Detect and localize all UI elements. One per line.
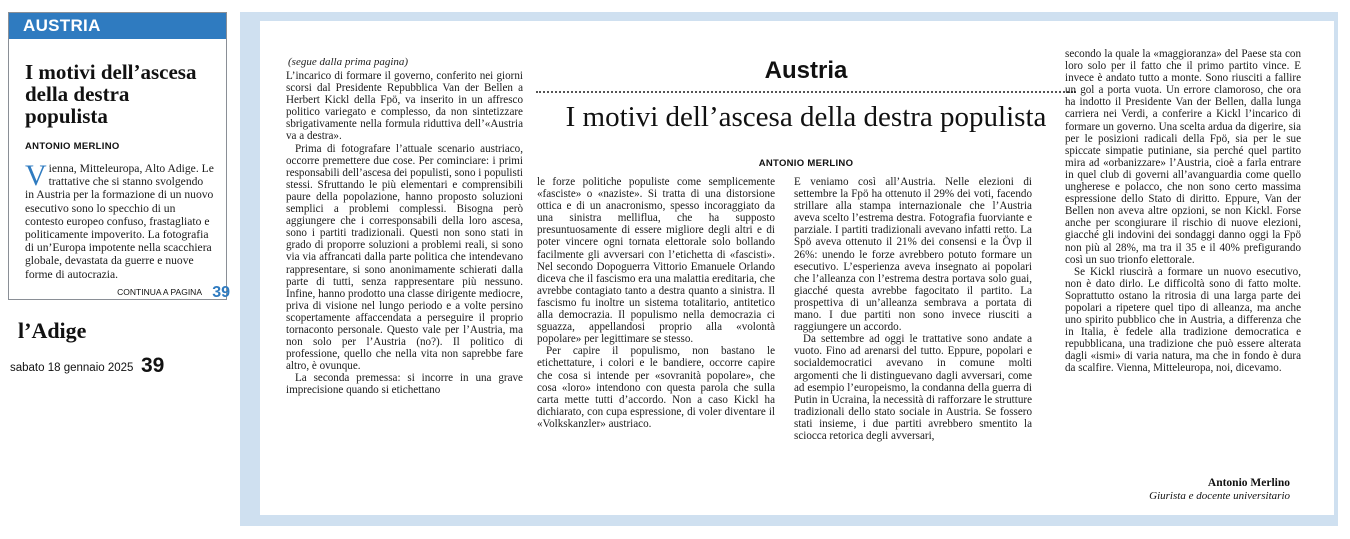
article-kicker: Austria (764, 57, 848, 84)
teaser-headline[interactable]: I motivi dell’ascesa della destra populista (25, 60, 197, 128)
page-number: 39 (141, 354, 165, 377)
dotted-divider (536, 91, 1076, 93)
author-signature (1149, 477, 1290, 503)
front-page-teaser[interactable] (8, 12, 230, 301)
paragraph: L’incarico di formare il governo, conferito nei giorni scorsi dal Presidente Repubblica Van der Bellen a Herbert Kickl della Fpö, va inserito in un affresco politico variegato e complesso, da non sintetizzare sbrigativamente nella formula riduttiva dell’«Austria va a destra». (286, 70, 523, 143)
paragraph: E veniamo così all’Austria. Nelle elezioni di settembre la Fpö ha ottenuto il 29% dei voti, facendo strillare alla stampa internazionale che l’Austria aveva scelto l’estrema destra. Fotografia fuorviante e parziale. I partiti tradizionali avevano infatti retto. La Spö aveva ottenuto il 21% dei consensi e la Övp il 26%: unendo le forze avrebbero potuto formare un esecutivo. L’esperienza aveva insegnato ai popolari che l’alleanza con l’estrema destra portava solo guai, giacché questa avrebbe fagocitato il partito. La prospettiva di un’alleanza sembrava a portata di mano. I due partiti non sono invece riusciti a raggiungere un accordo. (794, 176, 1032, 334)
article-column-2 (537, 176, 775, 430)
section-label: AUSTRIA (9, 13, 226, 39)
paragraph: le forze politiche populiste come semplicemente «fasciste» o «naziste». Si tratta di una distorsione ottica e di un anacronismo, spesso incoraggiato da una sinistra melliflua, che ha supposto presuntuosamente di essere migliore degli altri e di poter vincere ogni tornata elettorale solo bollando facilmente gli avversari con l’etichetta di «fascisti». Nel secondo Dopoguerra Vittorio Emanuele Orlando diceva che il fascismo era una malattia ereditaria, che avrebbe contagiato tanto a destra quanto a sinistra. Il fascismo fu inoltre un sistema totalitario, antitetico alla democrazia. Il populismo nella democrazia ci sguazza, appellandosi proprio alla «volontà popolare» per legittimare se stesso. (537, 176, 775, 346)
article-column-4 (1065, 48, 1301, 375)
paragraph: secondo la quale la «maggioranza» del Paese sta con loro solo per il fatto che il primo partito vince. E invece è andato tutto a monte. Sono riusciti a fallire un gol a porta vuota. Un errore clamoroso, che ora ha indotto il Presidente Van der Bellen, dalla lunga carriera nei Verdi, a conferire a Kickl l’incarico di formare un governo. Una scelta ardua da digerire, sia per le posizioni radicali della Fpö, sia per le sue spiccate simpatie putiniane, sia perché quel partito mira ad «orbanizzare» l’Austria, cioè a farla entrare in quel club di governi all’avanguardia come quello ungherese e polacco, che non sono certo massima espressione dello Stato di diritto. Eppure, Van der Bellen non aveva altre opzioni, se non Kickl. Forse anche per scongiurare il rischio di nuove elezioni, giacché gli indovini dei sondaggi danno oggi la Fpö non più al 28%, ma tra il 35 e il 40% prefigurando così un suo trionfo elettorale. (1065, 48, 1301, 266)
paragraph: Se Kickl riuscirà a formare un nuovo esecutivo, non è dato dirlo. Le difficoltà sono di fatto molte. Soprattutto ostano la ritrosia di una larga parte dei popolari a ripetere quel tipo di alleanza, ma anche uno spirito pubblico che in Austria, a differenza che in Italia, è fedele alla tradizione democratica e repubblicana, una tradizione che può essere alterata dagli «ismi» di varia natura, ma che in fondo è dura da scalfire. Vienna, Mitteleuropa, noi, dicevamo. (1065, 265, 1301, 375)
teaser-text: ienna, Mitteleuropa, Alto Adige. Le trattative che si stanno svolgendo in Austria per la formazione di un nuovo esecutivo sono lo specchio di un contesto europeo confuso, frastagliato e politicamente impoverito. La fotografia di un’Europa impotente nella scacchiera globale, devastata da guerre e nuove forme di autocrazia. (25, 162, 214, 281)
signature-role: Giurista e docente universitario (1149, 490, 1290, 502)
continued-note: (segue dalla prima pagina) (288, 56, 409, 68)
newspaper-logo: l’Adige (18, 318, 87, 343)
teaser-body (25, 159, 214, 281)
article-headline: I motivi dell’ascesa della destra populista (565, 101, 1047, 133)
publication-date: sabato 18 gennaio 2025 (10, 362, 134, 374)
signature-name: Antonio Merlino (1207, 477, 1290, 489)
paragraph: Per capire il populismo, non bastano le etichettature, i colori e le bandiere, occorre capire che cosa si intende per «sovranità popolare», che cosa «loro» intendono con questa parola che sulla carta mette tutti d’accordo. Non a caso Kickl ha dichiarato, con cupa espressione, di voler diventare il «Volkskanzler» austriaco. (537, 345, 775, 430)
continue-label: CONTINUA A PAGINA (117, 287, 202, 297)
article-page (260, 21, 1334, 515)
teaser-author: ANTONIO MERLINO (25, 141, 120, 152)
paragraph: Da settembre ad oggi le trattative sono andate a vuoto. Fino ad arenarsi del tutto. Eppure, popolari e socialdemocratici avevano in comune molti argomenti che li distinguevano dagli avversari, come ad esempio l’europeismo, la condanna della guerra di Putin in Ucraina, la necessità di rafforzare le strutture tradizionali dello stato sociale in Austria. Se fossero stati insieme, i due partiti avrebbero smentito la sciocca retorica degli avversari, (794, 333, 1032, 442)
article-column-1 (286, 70, 523, 397)
article-byline: ANTONIO MERLINO (758, 158, 854, 169)
dropcap: V (25, 159, 47, 192)
continue-link[interactable] (117, 284, 230, 301)
continue-page-number: 39 (212, 284, 230, 301)
paragraph: Prima di fotografare l’attuale scenario austriaco, occorre premettere due cose. Per cominciare: i primi responsabili dell’ascesa dei populisti, sono i populisti stessi. Sfruttando le più elementari e comprensibili paure della popolazione, hanno proposto soluzioni semplici a problemi complessi. Bisogna però aggiungere che i corresponsabili della loro ascesa, sono i partiti tradizionali. Questi non sono stati in grado di proporre soluzioni a problemi reali, si sono via via affrancati dalla parte politica che intendevano rappresentare, si sono anonimamente schierati dalla parte di tutti, senza rappresentare più nessuno. Infine, hanno prodotto una classe dirigente mediocre, priva di visione nel lungo periodo e a volte persino scopertamente affaccendata a perseguire il proprio tornaconto personale. Questo vale per l’Austria, ma non solo per l’Austria (no?). Il politico di professione, quello che nella vita non saprebbe fare altro, è ovunque. (286, 142, 523, 373)
article-column-3 (794, 176, 1032, 442)
article-frame (240, 12, 1338, 526)
paragraph: La seconda premessa: si incorre in una grave imprecisione quando si etichettano (286, 372, 523, 397)
